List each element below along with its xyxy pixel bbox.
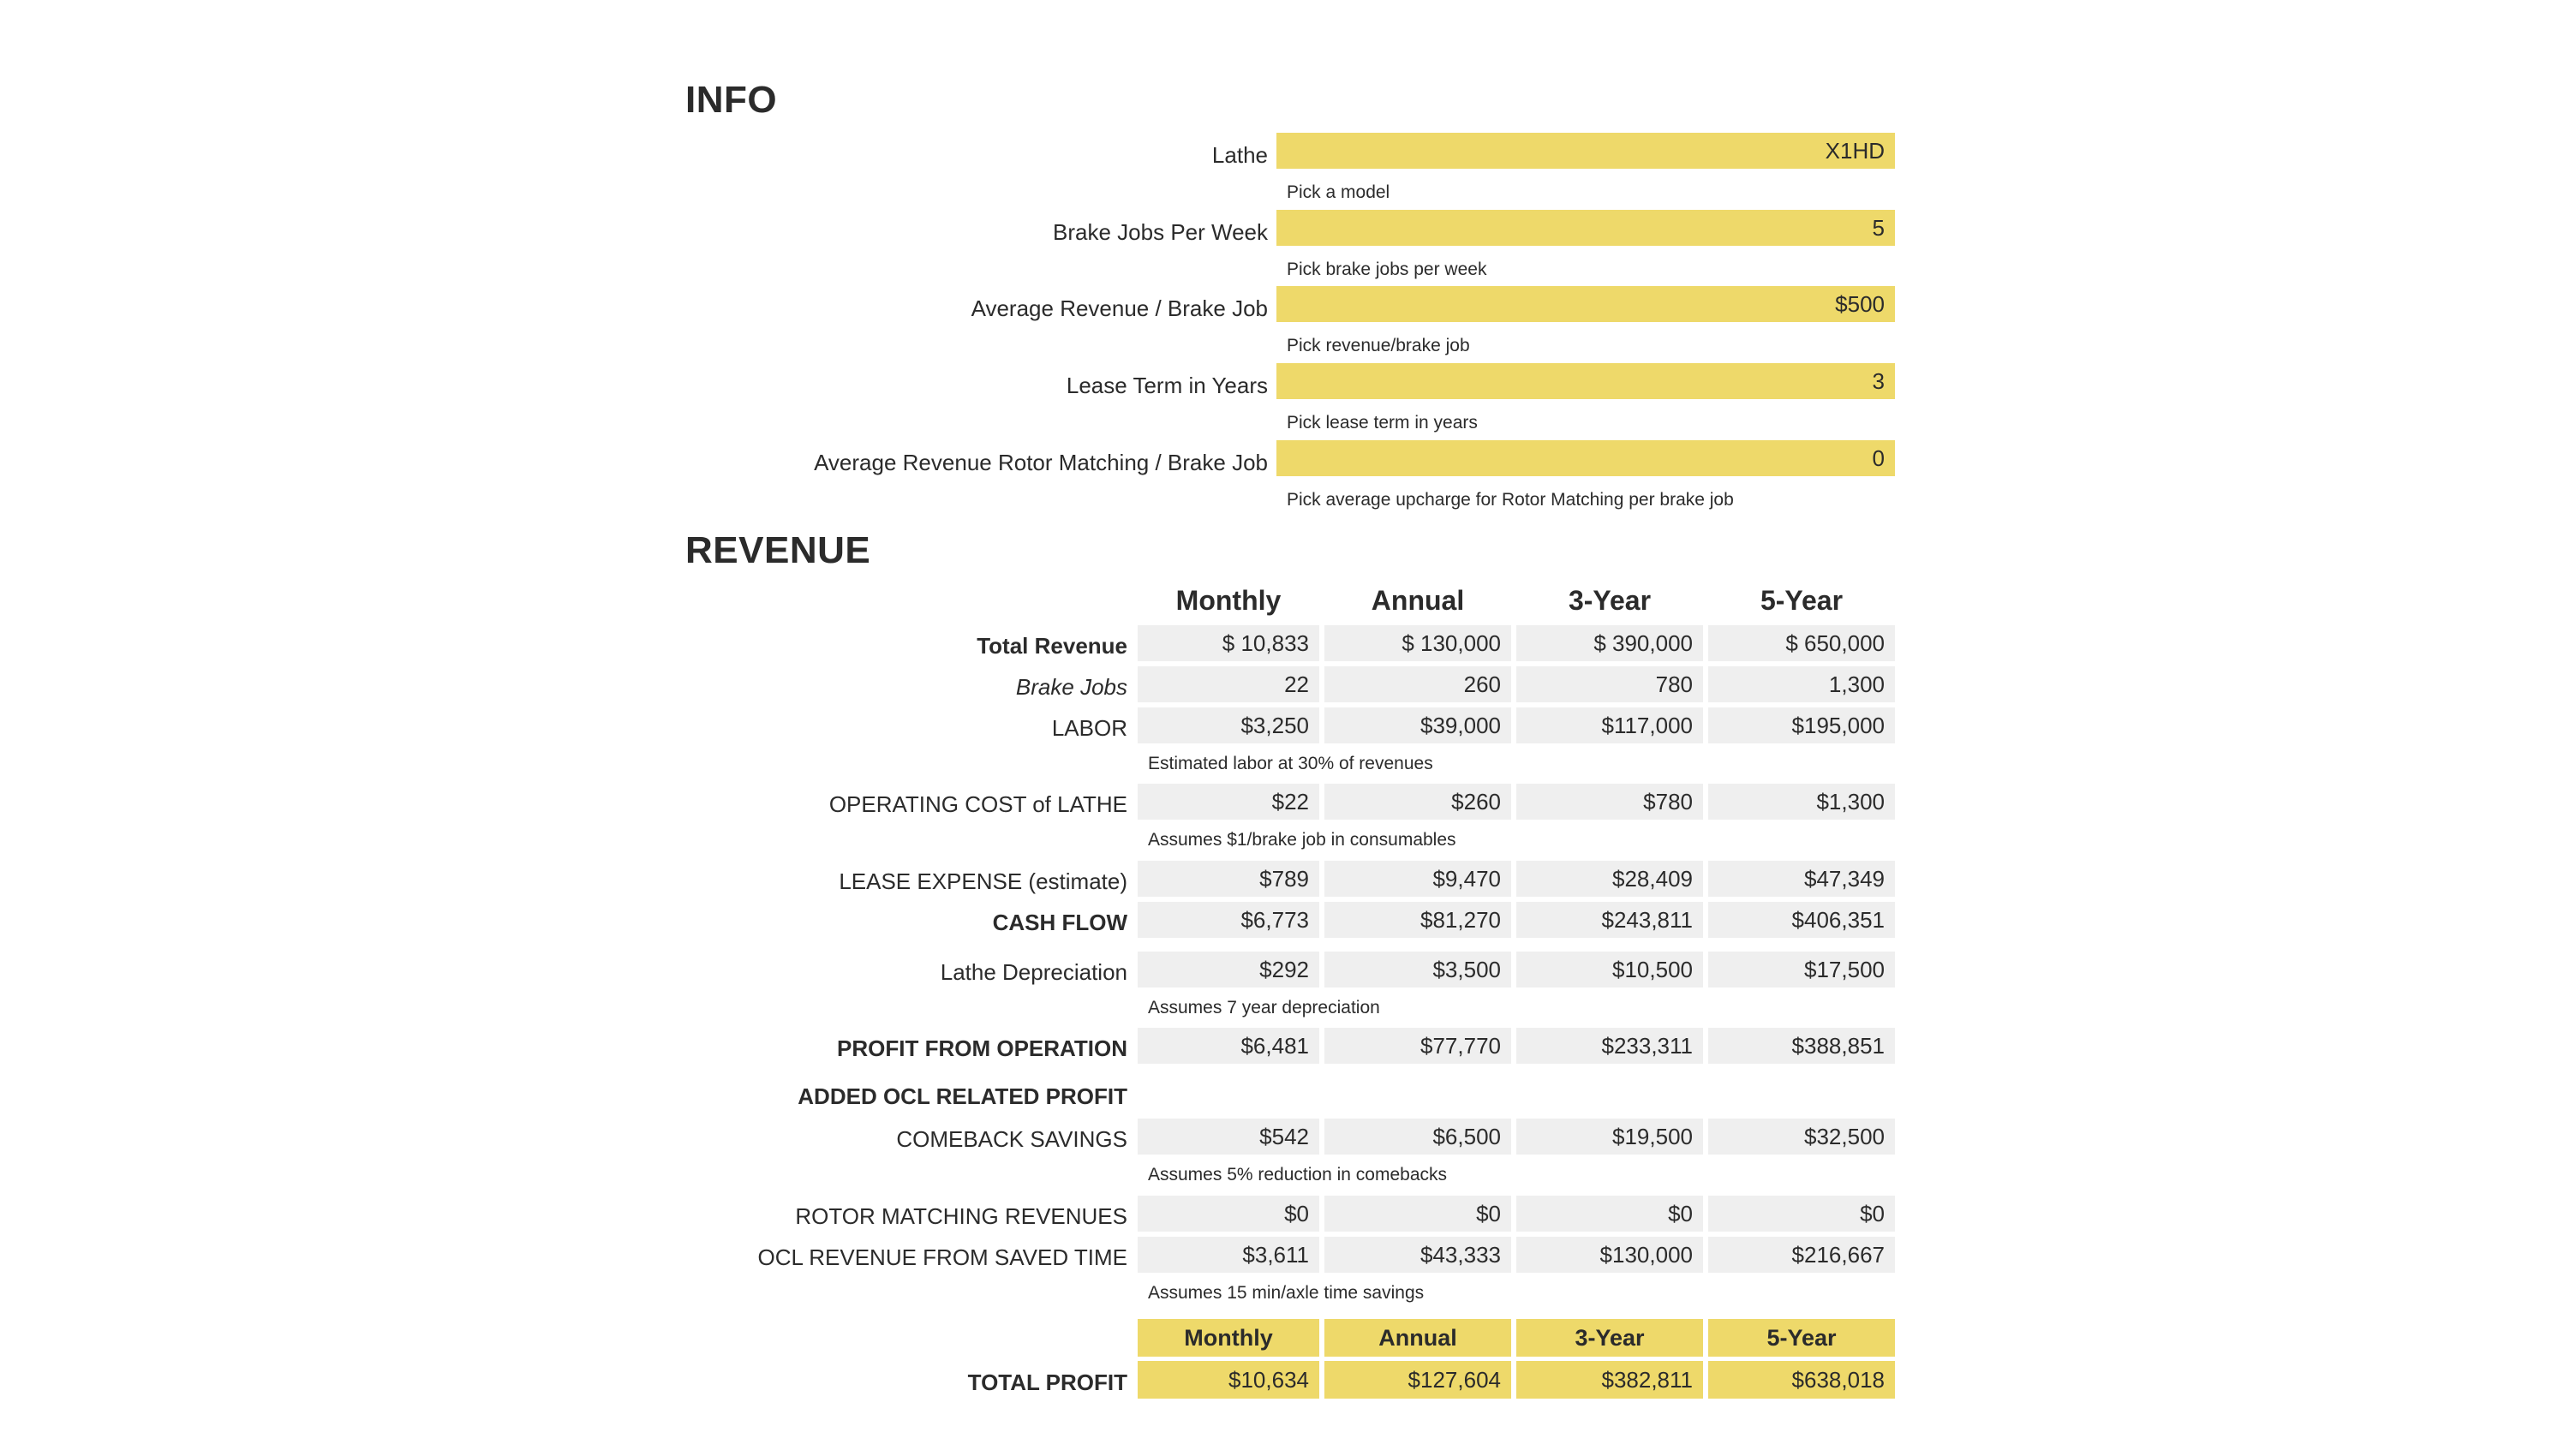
ocl-saved-time-monthly: $3,611 (1138, 1237, 1319, 1273)
rotor-matching-row-label: ROTOR MATCHING REVENUES (795, 1203, 1127, 1229)
cash-flow-3year: $243,811 (1516, 902, 1703, 938)
depreciation-note: Assumes 7 year depreciation (1148, 998, 1380, 1017)
rotor-matching-monthly: $0 (1138, 1196, 1319, 1232)
ocl-saved-time-5year: $216,667 (1708, 1237, 1895, 1273)
lease-term-hint: Pick lease term in years (1287, 413, 1478, 433)
col-head-5year: 5-Year (1760, 585, 1844, 616)
col-head-3year: 3-Year (1568, 585, 1652, 616)
lease-expense-annual: $9,470 (1324, 861, 1511, 897)
ocl-saved-time-3year: $130,000 (1516, 1237, 1703, 1273)
avg-revenue-label: Average Revenue / Brake Job (971, 295, 1268, 321)
brake-jobs-annual: 260 (1324, 666, 1511, 702)
rotor-matching-label: Average Revenue Rotor Matching / Brake Job (814, 450, 1268, 475)
brake-jobs-label: Brake Jobs Per Week (1053, 219, 1268, 245)
comeback-savings-5year: $32,500 (1708, 1119, 1895, 1155)
cash-flow-annual: $81,270 (1324, 902, 1511, 938)
comeback-savings-monthly: $542 (1138, 1119, 1319, 1155)
lease-expense-label: LEASE EXPENSE (estimate) (839, 868, 1127, 894)
ocl-section-label: ADDED OCL RELATED PROFIT (798, 1083, 1127, 1109)
cash-flow-label: CASH FLOW (992, 910, 1127, 935)
total-head-3year: 3-Year (1516, 1319, 1703, 1357)
avg-revenue-hint: Pick revenue/brake job (1287, 336, 1470, 355)
depreciation-monthly: $292 (1138, 952, 1319, 988)
col-head-monthly: Monthly (1175, 585, 1282, 616)
total-head-monthly: Monthly (1138, 1319, 1319, 1357)
lease-term-select[interactable]: 3 (1276, 363, 1895, 399)
lease-expense-monthly: $789 (1138, 861, 1319, 897)
operating-cost-5year: $1,300 (1708, 784, 1895, 820)
col-head-annual: Annual (1371, 585, 1465, 616)
lathe-select[interactable]: X1HD (1276, 133, 1895, 169)
info-heading: INFO (685, 79, 778, 121)
brake-jobs-row-label: Brake Jobs (1015, 674, 1127, 700)
brake-jobs-monthly: 22 (1138, 666, 1319, 702)
ocl-saved-time-label: OCL REVENUE FROM SAVED TIME (757, 1244, 1127, 1270)
rotor-matching-select[interactable]: 0 (1276, 440, 1895, 476)
total-revenue-3year: $ 390,000 (1516, 625, 1703, 661)
operating-cost-annual: $260 (1324, 784, 1511, 820)
depreciation-5year: $17,500 (1708, 952, 1895, 988)
rotor-matching-5year: $0 (1708, 1196, 1895, 1232)
ocl-saved-time-annual: $43,333 (1324, 1237, 1511, 1273)
total-head-annual: Annual (1324, 1319, 1511, 1357)
depreciation-annual: $3,500 (1324, 952, 1511, 988)
total-profit-monthly: $10,634 (1138, 1361, 1319, 1399)
cash-flow-5year: $406,351 (1708, 902, 1895, 938)
ocl-saved-time-note: Assumes 15 min/axle time savings (1148, 1283, 1425, 1303)
profit-operation-5year: $388,851 (1708, 1028, 1895, 1064)
operating-cost-monthly: $22 (1138, 784, 1319, 820)
profit-operation-annual: $77,770 (1324, 1028, 1511, 1064)
labor-note: Estimated labor at 30% of revenues (1148, 754, 1433, 773)
lathe-label: Lathe (1211, 142, 1268, 168)
comeback-savings-3year: $19,500 (1516, 1119, 1703, 1155)
operating-cost-label: OPERATING COST of LATHE (828, 791, 1127, 817)
total-revenue-5year: $ 650,000 (1708, 625, 1895, 661)
revenue-heading: REVENUE (685, 529, 871, 571)
brake-jobs-5year: 1,300 (1708, 666, 1895, 702)
total-head-5year: 5-Year (1708, 1319, 1895, 1357)
labor-annual: $39,000 (1324, 707, 1511, 743)
comeback-savings-note: Assumes 5% reduction in comebacks (1148, 1165, 1447, 1184)
brake-jobs-3year: 780 (1516, 666, 1703, 702)
depreciation-3year: $10,500 (1516, 952, 1703, 988)
total-profit-label: TOTAL PROFIT (967, 1369, 1127, 1395)
comeback-savings-annual: $6,500 (1324, 1119, 1511, 1155)
total-profit-annual: $127,604 (1324, 1361, 1511, 1399)
avg-revenue-select[interactable]: $500 (1276, 286, 1895, 322)
rotor-matching-hint: Pick average upcharge for Rotor Matching per brake job (1287, 490, 1734, 510)
profit-operation-3year: $233,311 (1516, 1028, 1703, 1064)
brake-jobs-select[interactable]: 5 (1276, 210, 1895, 246)
lease-expense-5year: $47,349 (1708, 861, 1895, 897)
lease-expense-3year: $28,409 (1516, 861, 1703, 897)
labor-3year: $117,000 (1516, 707, 1703, 743)
total-profit-5year: $638,018 (1708, 1361, 1895, 1399)
operating-cost-3year: $780 (1516, 784, 1703, 820)
depreciation-label: Lathe Depreciation (940, 959, 1127, 985)
labor-monthly: $3,250 (1138, 707, 1319, 743)
comeback-savings-label: COMEBACK SAVINGS (896, 1126, 1127, 1152)
total-revenue-label: Total Revenue (977, 633, 1127, 659)
total-profit-3year: $382,811 (1516, 1361, 1703, 1399)
profit-operation-label: PROFIT FROM OPERATION (837, 1035, 1127, 1061)
rotor-matching-3year: $0 (1516, 1196, 1703, 1232)
rotor-matching-annual: $0 (1324, 1196, 1511, 1232)
profit-operation-monthly: $6,481 (1138, 1028, 1319, 1064)
cash-flow-monthly: $6,773 (1138, 902, 1319, 938)
labor-label: LABOR (1051, 715, 1127, 741)
brake-jobs-hint: Pick brake jobs per week (1287, 260, 1487, 279)
lathe-hint: Pick a model (1287, 182, 1390, 202)
labor-5year: $195,000 (1708, 707, 1895, 743)
operating-cost-note: Assumes $1/brake job in consumables (1148, 830, 1456, 850)
lease-term-label: Lease Term in Years (1066, 373, 1268, 398)
total-revenue-annual: $ 130,000 (1324, 625, 1511, 661)
total-revenue-monthly: $ 10,833 (1138, 625, 1319, 661)
